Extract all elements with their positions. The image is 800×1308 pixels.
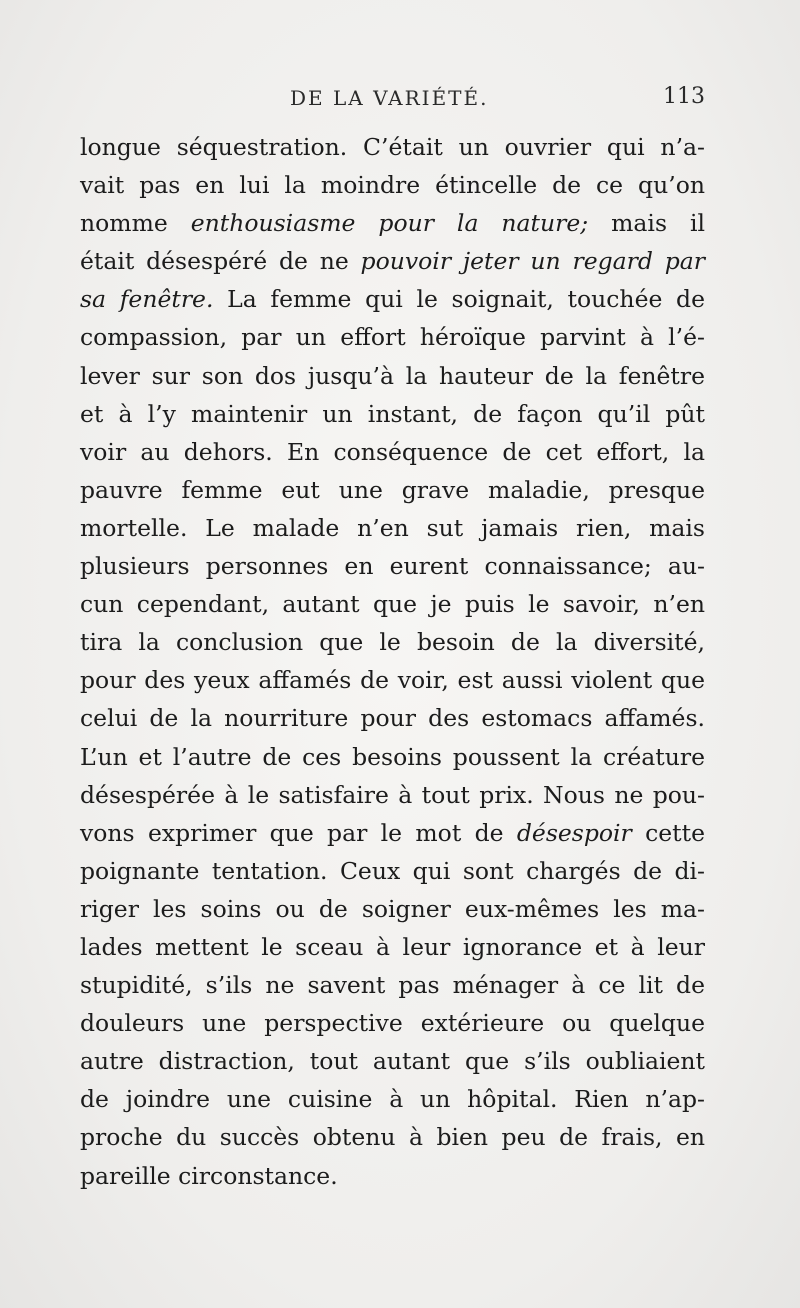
- text-segment: vons exprimer que par le mot de: [80, 818, 517, 847]
- text-line: [80, 585, 705, 623]
- text-line: [80, 661, 705, 699]
- text-segment: cun cependant, autant que je puis le savoir, n’en: [80, 590, 705, 619]
- text-segment: autre distraction, tout autant que s’ils oubliaient: [80, 1047, 705, 1076]
- text-line: [80, 1080, 705, 1118]
- text-segment: stupidité, s’ils ne savent pas ménager à ce lit de: [80, 971, 705, 1000]
- text-line: [80, 509, 705, 547]
- text-line: [80, 280, 705, 318]
- text-segment: de joindre une cuisine à un hôpital. Rien n’ap-: [80, 1085, 705, 1114]
- text-segment: nomme: [80, 209, 191, 238]
- italic-text-segment: sa fenêtre.: [80, 285, 214, 314]
- text-segment: La femme qui le soignait, touchée de: [213, 285, 705, 314]
- text-line: [80, 433, 705, 471]
- text-segment: était désespéré de ne: [80, 247, 361, 276]
- text-segment: et à l’y maintenir un instant, de façon qu’il pût: [80, 399, 705, 428]
- text-segment: désespérée à le satisfaire à tout prix. Nous ne pou-: [80, 780, 705, 809]
- text-segment: voir au dehors. En conséquence de cet effort, la: [80, 437, 705, 466]
- text-segment: celui de la nourriture pour des estomacs affamés.: [80, 704, 705, 733]
- italic-text-segment: désespoir: [516, 818, 632, 847]
- text-line: [80, 357, 705, 395]
- text-line: [80, 928, 705, 966]
- text-segment: poignante tentation. Ceux qui sont chargés de di-: [80, 856, 705, 885]
- text-segment: mais il: [588, 209, 705, 238]
- text-line: [80, 242, 705, 280]
- text-line: [80, 966, 705, 1004]
- text-line: [80, 1118, 705, 1156]
- italic-text-segment: pouvoir jeter un regard par: [360, 247, 706, 276]
- text-segment: plusieurs personnes en eurent connaissance; au-: [80, 552, 705, 581]
- body-text: [80, 128, 705, 1195]
- text-segment: pareille circonstance.: [80, 1161, 338, 1190]
- text-line: [80, 738, 705, 776]
- text-line: [80, 1004, 705, 1042]
- text-segment: pauvre femme eut une grave maladie, presque: [80, 475, 705, 504]
- text-segment: proche du succès obtenu à bien peu de frais, en: [80, 1123, 705, 1152]
- italic-text-segment: enthousiasme pour la nature;: [190, 209, 589, 238]
- text-line: [80, 890, 705, 928]
- text-segment: mortelle. Le malade n’en sut jamais rien, mais: [80, 513, 705, 542]
- text-line: [80, 776, 705, 814]
- text-line: [80, 699, 705, 737]
- text-segment: cette: [631, 818, 705, 847]
- text-line: [80, 852, 705, 890]
- running-title: DE LA VARIÉTÉ.: [290, 86, 489, 110]
- text-line: [80, 623, 705, 661]
- text-segment: lever sur son dos jusqu’à la hauteur de la fenêtre: [80, 361, 705, 390]
- text-segment: tira la conclusion que le besoin de la diversité,: [80, 628, 705, 657]
- text-line: [80, 318, 705, 356]
- text-segment: L’un et l’autre de ces besoins poussent la créature: [80, 742, 705, 771]
- text-segment: douleurs une perspective extérieure ou quelque: [80, 1009, 705, 1038]
- page-number: 113: [663, 84, 705, 109]
- text-line: [80, 471, 705, 509]
- text-segment: longue séquestration. C’était un ouvrier qui n’a-: [80, 133, 705, 161]
- text-line: [80, 166, 705, 204]
- text-line: [80, 547, 705, 585]
- text-segment: compassion, par un effort héroïque parvint à l’é-: [80, 323, 705, 352]
- text-segment: vait pas en lui la moindre étincelle de ce qu’on: [80, 171, 705, 200]
- text-segment: lades mettent le sceau à leur ignorance et à leur: [80, 932, 705, 961]
- text-line: [80, 395, 705, 433]
- text-line: [80, 1042, 705, 1080]
- text-segment: pour des yeux affamés de voir, est aussi violent que: [80, 666, 705, 695]
- text-line: [80, 1157, 705, 1195]
- text-line: [80, 128, 705, 166]
- text-line: [80, 814, 705, 852]
- text-segment: riger les soins ou de soigner eux-mêmes les ma-: [80, 894, 705, 923]
- page-header: [80, 86, 705, 116]
- text-line: [80, 204, 705, 242]
